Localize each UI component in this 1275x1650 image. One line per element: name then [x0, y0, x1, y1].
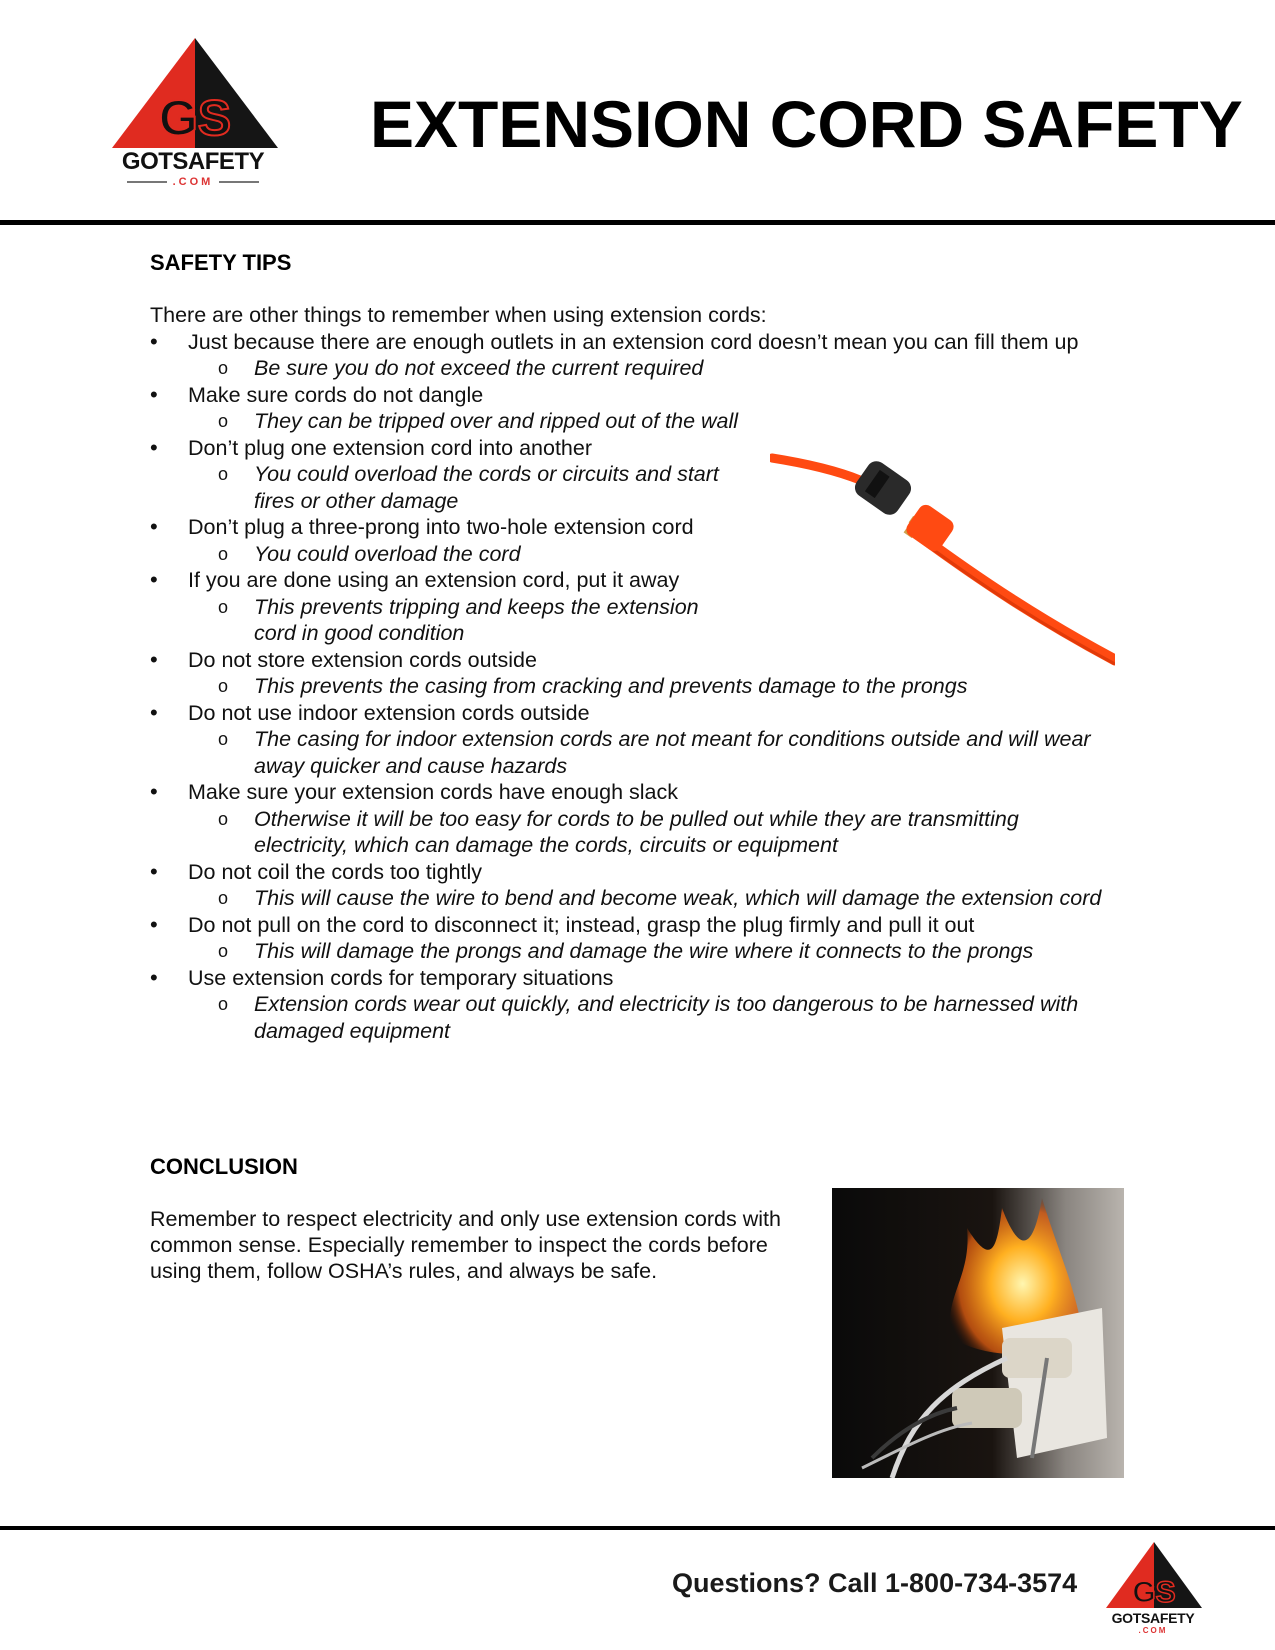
tip-detail: o This prevents tripping and keeps the extension cord in good condition	[188, 594, 744, 647]
tip-text: Don’t plug a three-prong into two-hole extension cord	[188, 515, 694, 539]
tip-text: Make sure cords do not dangle	[188, 382, 484, 407]
logo-wordmark: GOTSAFETY	[1111, 1610, 1195, 1626]
tip-text: Do not coil the cords too tightly	[188, 859, 482, 884]
list-item	[150, 912, 1110, 965]
logo-domain: .COM	[110, 176, 276, 188]
list-item	[150, 859, 1110, 912]
svg-text:GS: GS	[1132, 1576, 1176, 1609]
tip-detail: o You could overload the cords or circuits and start fires or other damage	[188, 461, 744, 514]
logo-wordmark: GOTSAFETY	[121, 148, 265, 175]
logo-domain: .COM	[1138, 1626, 1168, 1635]
footer-contact: Questions? Call 1-800-734-3574	[672, 1568, 1078, 1598]
list-item	[150, 700, 1110, 780]
tip-text: Don’t plug one extension cord into another	[188, 435, 592, 460]
footer-logo	[1104, 1540, 1204, 1636]
list-item	[150, 779, 1110, 859]
tip-text: Just because there are enough outlets in an extension cord doesn’t mean you can fill them up	[188, 329, 1079, 354]
svg-text:GS: GS	[158, 90, 232, 146]
orange-extension-cord-plug-icon	[770, 430, 1115, 670]
burning-outlet-image	[832, 1188, 1124, 1478]
header-divider	[0, 220, 1275, 225]
tip-detail: o This will cause the wire to bend and become weak, which will damage the extension cord	[188, 885, 1110, 912]
tip-detail: o You could overload the cord	[188, 541, 1110, 568]
page-title: EXTENSION CORD SAFETY	[370, 87, 1243, 161]
tip-text: Do not use indoor extension cords outside	[188, 700, 590, 725]
safety-tips-intro: There are other things to remember when using extension cords:	[150, 303, 767, 327]
safety-tips-section	[150, 302, 1110, 1044]
footer-divider	[0, 1526, 1275, 1530]
tip-detail: o Be sure you do not exceed the current required	[188, 355, 1110, 382]
tip-detail: o They can be tripped over and ripped out of the wall	[188, 408, 744, 435]
conclusion-heading: CONCLUSION	[150, 1154, 298, 1179]
tip-detail: o Otherwise it will be too easy for cords to be pulled out while they are transmitting electricity, which can damage the cords, circuits or equipment	[188, 806, 1110, 859]
header-logo	[110, 36, 280, 196]
gotsafety-logo-icon	[1104, 1540, 1204, 1610]
tip-text: Do not store extension cords outside	[188, 647, 537, 672]
list-item	[150, 965, 1110, 1045]
tip-detail: o Extension cords wear out quickly, and electricity is too dangerous to be harnessed with damaged equipment	[188, 991, 1110, 1044]
tip-detail: o This prevents the casing from cracking and prevents damage to the prongs	[188, 673, 1110, 700]
safety-tips-heading: SAFETY TIPS	[150, 250, 292, 275]
conclusion-text: Remember to respect electricity and only use extension cords with common sense. Especially remember to inspect the cords before using them, follow OSHA’s rules, and always be safe.	[150, 1207, 781, 1283]
list-item	[150, 382, 1110, 435]
tip-text: Make sure your extension cords have enough slack	[188, 780, 678, 804]
tip-text: Do not pull on the cord to disconnect it; instead, grasp the plug firmly and pull it out	[188, 912, 975, 937]
gotsafety-logo-icon	[110, 36, 280, 148]
tip-text: Use extension cords for temporary situations	[188, 965, 614, 990]
list-item	[150, 329, 1110, 382]
tip-text: If you are done using an extension cord, put it away	[188, 568, 680, 592]
tip-detail: o This will damage the prongs and damage the wire where it connects to the prongs	[188, 938, 1110, 965]
extension-cord-image	[770, 430, 1115, 670]
burning-overloaded-outlet-icon	[832, 1188, 1124, 1478]
tip-detail: o The casing for indoor extension cords are not meant for conditions outside and will wear away quicker and cause hazards	[188, 726, 1110, 779]
